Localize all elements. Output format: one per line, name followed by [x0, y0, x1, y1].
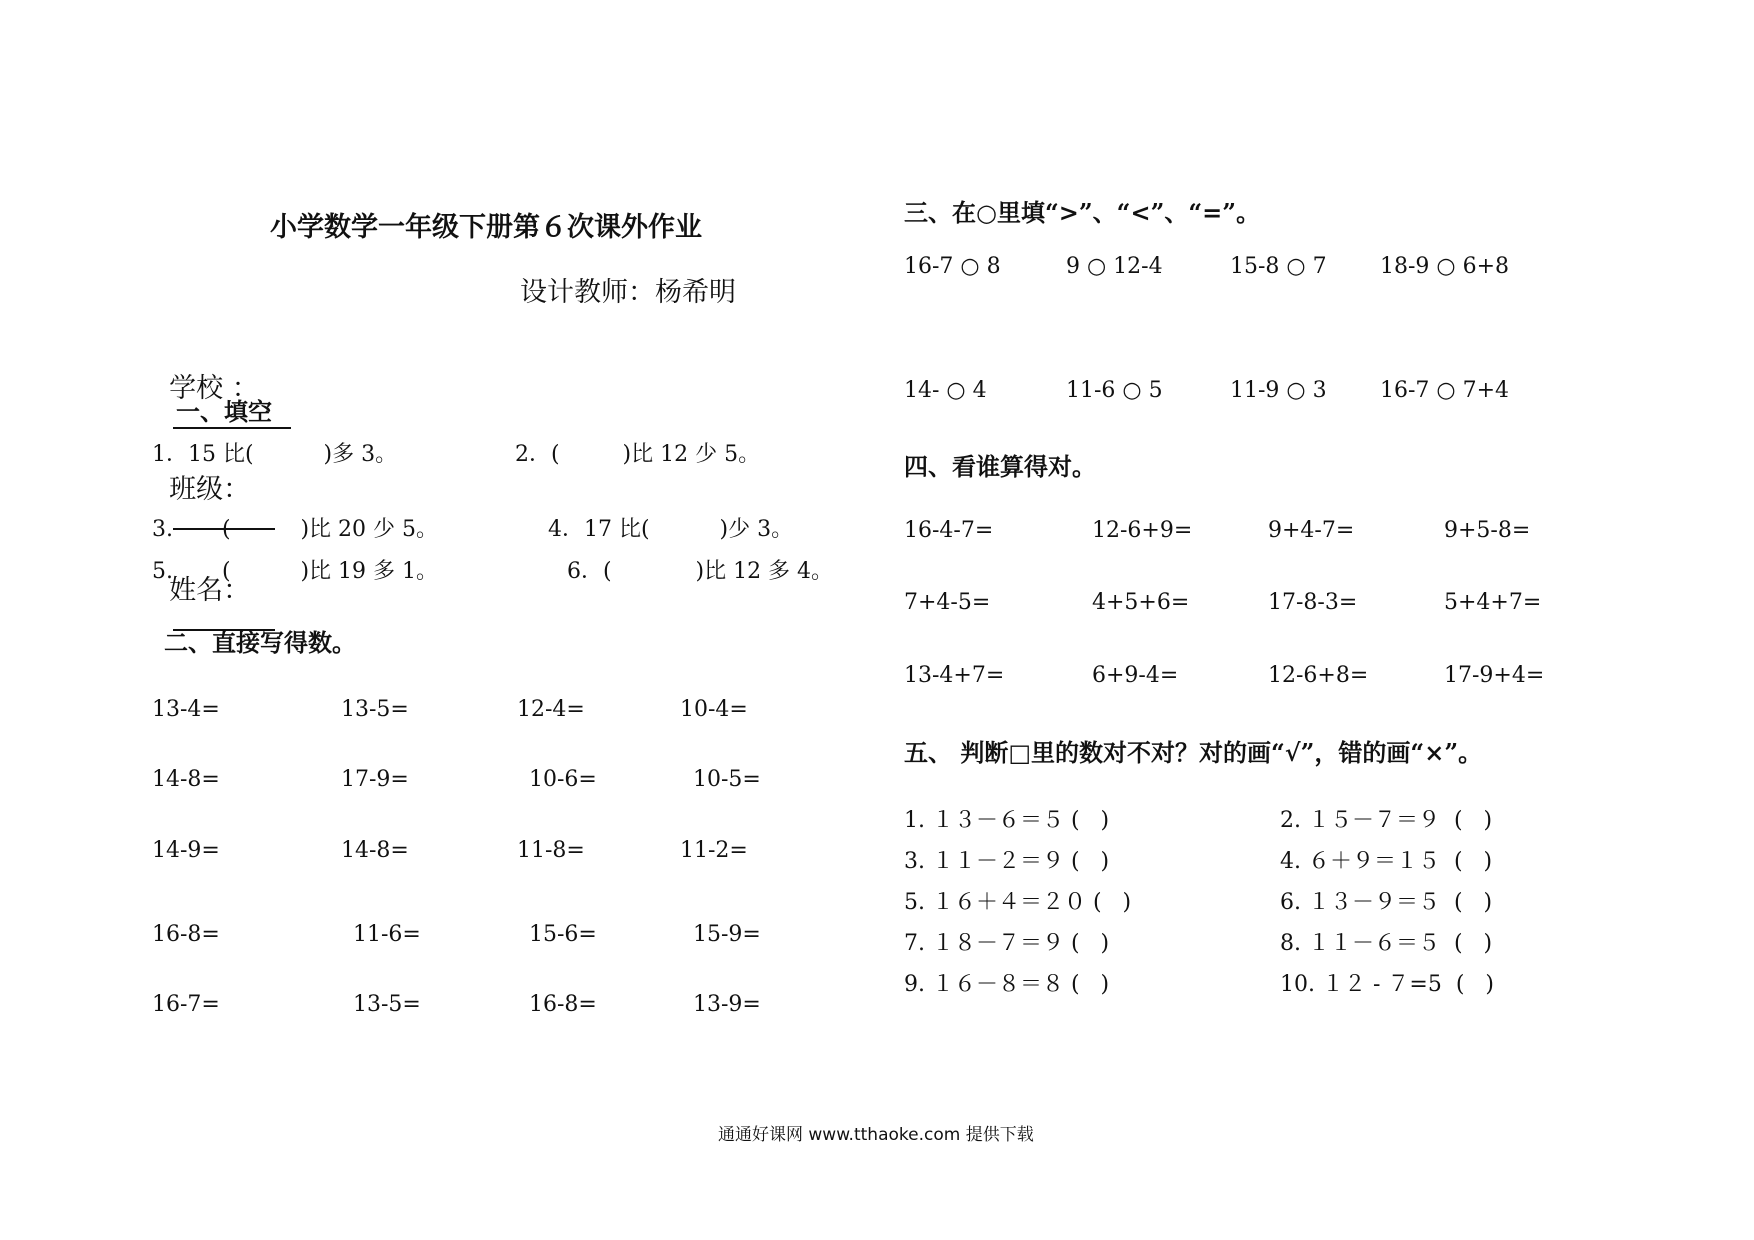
calc-item: 16-8= [152, 922, 220, 947]
calc-item: 14-8= [152, 767, 220, 792]
compare-item: 9 ○ 12-4 [1066, 254, 1163, 279]
calc-item: 17-9= [341, 767, 409, 792]
fill-blank-item: 1．15 比( )多 3。 [152, 442, 398, 467]
compare-item: 11-9 ○ 3 [1230, 378, 1327, 403]
judge-item: 3. １１－２＝９ ( ) [904, 849, 1110, 874]
calc-item: 17-8-3= [1268, 590, 1358, 615]
fill-blank-item: 2．( )比 12 少 5。 [515, 442, 761, 467]
calc-item: 15-6= [529, 922, 597, 947]
fill-blank-item: 3. ( )比 20 少 5。 [152, 517, 439, 542]
calc-item: 9+5-8= [1444, 518, 1531, 543]
calc-item: 5+4+7= [1444, 590, 1542, 615]
calc-item: 16-7= [152, 992, 220, 1017]
worksheet-title: 小学数学一年级下册第６次课外作业 [270, 212, 702, 243]
calc-item: 9+4-7= [1268, 518, 1355, 543]
student-info-fields [152, 335, 291, 638]
calc-item: 12-6+9= [1092, 518, 1193, 543]
calc-item: 10-4= [680, 697, 748, 722]
teacher-line: 设计教师：杨希明 [520, 277, 736, 308]
compare-item: 14- ○ 4 [904, 378, 987, 403]
class-label: 班级： [169, 474, 251, 505]
calc-item: 13-5= [353, 992, 421, 1017]
fill-blank-item: 4．17 比( )少 3。 [548, 517, 794, 542]
calc-item: 13-9= [693, 992, 761, 1017]
compare-item: 16-7 ○ 8 [904, 254, 1001, 279]
compare-item: 11-6 ○ 5 [1066, 378, 1163, 403]
calc-item: 13-4+7= [904, 663, 1005, 688]
name-label: 姓名： [169, 575, 251, 606]
calc-item: 12-6+8= [1268, 663, 1369, 688]
calc-item: 17-9+4= [1444, 663, 1545, 688]
calc-item: 13-5= [341, 697, 409, 722]
judge-item: 10. １２ - ７=5 ( ) [1280, 972, 1494, 997]
fill-blank-item: 5. ( )比 19 多 1。 [152, 559, 439, 584]
compare-item: 15-8 ○ 7 [1230, 254, 1327, 279]
compare-item: 18-9 ○ 6+8 [1380, 254, 1510, 279]
section-4-heading: 四、看谁算得对。 [904, 452, 1096, 481]
calc-item: 13-4= [152, 697, 220, 722]
calc-item: 11-6= [353, 922, 421, 947]
calc-item: 4+5+6= [1092, 590, 1190, 615]
compare-item: 16-7 ○ 7+4 [1380, 378, 1510, 403]
judge-item: 4. ６＋９＝１５ ( ) [1280, 849, 1493, 874]
calc-item: 14-8= [341, 838, 409, 863]
section-3-heading: 三、在○里填“>”、“<”、“=”。 [904, 198, 1261, 227]
judge-item: 7. １８－７＝９ ( ) [904, 931, 1110, 956]
fill-blank-item: 6．( )比 12 多 4。 [567, 559, 834, 584]
calc-item: 10-5= [693, 767, 761, 792]
judge-item: 5. １６＋４＝２０ ( ) [904, 890, 1132, 915]
calc-item: 12-4= [517, 697, 585, 722]
judge-item: 9. １６－８＝８ ( ) [904, 972, 1110, 997]
judge-item: 2. １５－７＝９ ( ) [1280, 808, 1493, 833]
judge-item: 8. １１－６＝５ ( ) [1280, 931, 1493, 956]
calc-item: 7+4-5= [904, 590, 991, 615]
footer-credit: 通通好课网 www.tthaoke.com 提供下载 [718, 1125, 1034, 1145]
calc-item: 14-9= [152, 838, 220, 863]
school-label: 学校 ： [169, 373, 259, 404]
calc-item: 11-2= [680, 838, 748, 863]
calc-item: 16-4-7= [904, 518, 994, 543]
section-2-heading: 二、直接写得数。 [164, 628, 356, 657]
calc-item: 11-8= [517, 838, 585, 863]
calc-item: 10-6= [529, 767, 597, 792]
section-5-heading: 五、 判断□里的数对不对？对的画“√”，错的画“×”。 [904, 738, 1483, 767]
calc-item: 16-8= [529, 992, 597, 1017]
calc-item: 6+9-4= [1092, 663, 1179, 688]
section-1-heading: 一、填空 [176, 397, 272, 426]
judge-item: 1. １３－６＝５ ( ) [904, 808, 1110, 833]
judge-item: 6. １３－９＝５ ( ) [1280, 890, 1493, 915]
calc-item: 15-9= [693, 922, 761, 947]
